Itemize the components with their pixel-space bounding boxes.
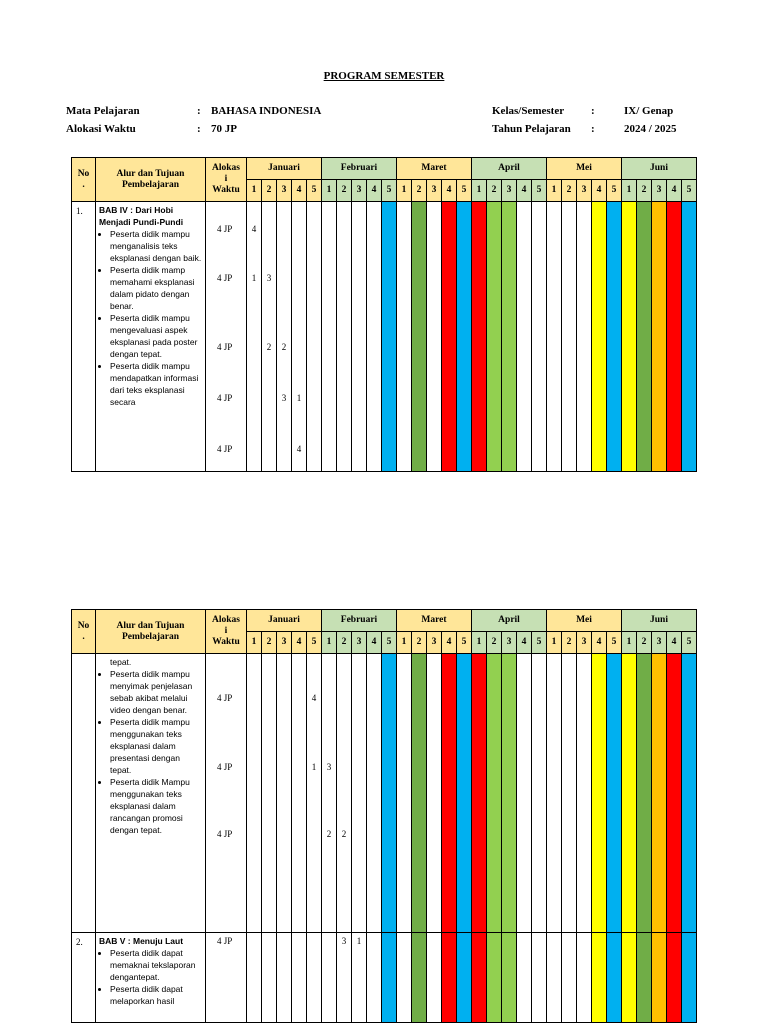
week-cell [322, 654, 337, 933]
week-header: 4 [442, 180, 457, 202]
alokasi-waktu-label: Alokasi Waktu [66, 123, 136, 135]
allocation-cell [206, 933, 247, 1023]
allocation-value: 4 JP [217, 342, 233, 352]
mata-pelajaran-value: BAHASA INDONESIA [211, 105, 322, 117]
program-semester-table-2 [71, 609, 697, 1023]
week-cell [457, 202, 472, 472]
week-header: 2 [412, 632, 427, 654]
week-header: 1 [247, 632, 262, 654]
week-header: 4 [292, 180, 307, 202]
week-cell [532, 202, 547, 472]
header-month-februari: Februari [322, 158, 397, 180]
week-header: 4 [367, 180, 382, 202]
week-header: 5 [457, 180, 472, 202]
learning-objectives-cell [96, 654, 206, 933]
week-cell [562, 933, 577, 1023]
week-value: 2 [341, 829, 347, 839]
week-cell [427, 654, 442, 933]
week-header: 2 [487, 180, 502, 202]
week-cell [577, 654, 592, 933]
objective-item: • Peserta didik mampu menganalisis teks eksplanasi dengan baik. [110, 228, 203, 264]
week-cell [442, 654, 457, 933]
week-cell [247, 933, 262, 1023]
week-header: 3 [577, 632, 592, 654]
week-cell [322, 933, 337, 1023]
week-value: 2 [326, 829, 332, 839]
week-cell [667, 202, 682, 472]
week-cell [337, 202, 352, 472]
week-value: 1 [251, 273, 257, 283]
objective-item: • Peserta didik mampu menyimak penjelasan sebab akibat melalui video dengan benar. [110, 668, 203, 716]
week-header: 1 [322, 180, 337, 202]
week-cell [337, 654, 352, 933]
week-header: 5 [607, 180, 622, 202]
week-header: 5 [457, 632, 472, 654]
week-header: 5 [307, 180, 322, 202]
week-cell [247, 654, 262, 933]
week-cell [367, 202, 382, 472]
week-header: 4 [367, 632, 382, 654]
week-header: 4 [667, 180, 682, 202]
week-header: 3 [502, 180, 517, 202]
week-header: 1 [547, 180, 562, 202]
week-cell [262, 933, 277, 1023]
header-no: No . [72, 158, 96, 202]
week-value: 3 [326, 762, 332, 772]
objective-item: • Peserta didik dapat memaknai tekslaporan dengantepat. [110, 947, 203, 983]
allocation-cell [206, 202, 247, 472]
week-cell [487, 654, 502, 933]
allocation-value: 4 JP [217, 762, 233, 772]
week-cell [442, 202, 457, 472]
alokasi-waktu-value: 70 JP [211, 123, 237, 135]
week-header: 1 [472, 180, 487, 202]
week-cell [247, 202, 262, 472]
kelas-semester-value: IX/ Genap [624, 105, 674, 117]
week-header: 2 [562, 180, 577, 202]
week-value: 3 [281, 393, 287, 403]
header-month-maret: Maret [397, 158, 472, 180]
week-cell [472, 933, 487, 1023]
week-cell [412, 933, 427, 1023]
week-cell [457, 654, 472, 933]
week-cell [682, 933, 697, 1023]
week-cell [307, 933, 322, 1023]
colon: : [591, 105, 595, 117]
table-row [72, 202, 697, 472]
week-cell [682, 202, 697, 472]
week-cell [517, 933, 532, 1023]
week-cell [442, 933, 457, 1023]
week-value: 4 [311, 693, 317, 703]
allocation-value: 4 JP [217, 444, 233, 454]
week-cell [622, 933, 637, 1023]
week-cell [427, 202, 442, 472]
week-cell [622, 202, 637, 472]
week-header: 2 [262, 632, 277, 654]
tahun-pelajaran-label: Tahun Pelajaran [492, 123, 571, 135]
week-header: 2 [412, 180, 427, 202]
header-alur: Alur dan Tujuan Pembelajaran [96, 158, 206, 202]
week-header: 4 [667, 632, 682, 654]
week-cell [622, 654, 637, 933]
week-header: 4 [442, 632, 457, 654]
week-cell [457, 933, 472, 1023]
week-cell [292, 933, 307, 1023]
week-header: 2 [637, 632, 652, 654]
allocation-cell [206, 654, 247, 933]
week-cell [352, 202, 367, 472]
week-cell [352, 933, 367, 1023]
header-month-april: April [472, 158, 547, 180]
allocation-value: 4 JP [217, 224, 233, 234]
week-cell [367, 933, 382, 1023]
week-cell [382, 202, 397, 472]
week-value: 4 [251, 224, 257, 234]
week-value: 3 [266, 273, 272, 283]
colon: : [591, 123, 595, 135]
week-cell [682, 654, 697, 933]
learning-objectives-cell [96, 202, 206, 472]
header-alur: Alur dan Tujuan Pembelajaran [96, 610, 206, 654]
week-header: 5 [682, 180, 697, 202]
tahun-pelajaran-value: 2024 / 2025 [624, 123, 677, 135]
week-header: 2 [337, 632, 352, 654]
allocation-value: 4 JP [217, 273, 233, 283]
week-header: 4 [517, 632, 532, 654]
week-cell [652, 933, 667, 1023]
week-cell [412, 202, 427, 472]
week-cell [547, 654, 562, 933]
week-value: 4 [296, 444, 302, 454]
objective-item: • Peserta didik mampu menggunakan teks eksplanasi dalam presentasi dengan tepat. [110, 716, 203, 776]
week-cell [397, 654, 412, 933]
page-title: PROGRAM SEMESTER [323, 70, 445, 82]
week-cell [607, 933, 622, 1023]
week-cell [562, 654, 577, 933]
header-month-mei: Mei [547, 610, 622, 632]
week-header: 3 [277, 632, 292, 654]
week-header: 1 [322, 632, 337, 654]
kelas-semester-label: Kelas/Semester [492, 105, 565, 117]
header-alokasi: Alokas i Waktu [206, 610, 247, 654]
header-month-april: April [472, 610, 547, 632]
week-header: 1 [622, 632, 637, 654]
week-cell [577, 202, 592, 472]
week-cell [592, 654, 607, 933]
week-cell [412, 654, 427, 933]
week-cell [517, 654, 532, 933]
program-semester-table-1 [71, 157, 697, 472]
week-cell [307, 654, 322, 933]
week-cell [547, 202, 562, 472]
header-no: No . [72, 610, 96, 654]
week-cell [652, 202, 667, 472]
week-value: 2 [281, 342, 287, 352]
week-cell [397, 933, 412, 1023]
week-header: 3 [352, 632, 367, 654]
week-cell [277, 654, 292, 933]
week-cell [352, 654, 367, 933]
header-month-februari: Februari [322, 610, 397, 632]
row-number: 1. [72, 202, 96, 472]
week-cell [277, 202, 292, 472]
week-cell [502, 202, 517, 472]
week-cell [577, 933, 592, 1023]
header-month-mei: Mei [547, 158, 622, 180]
bab-title: BAB IV : Dari Hobi Menjadi Pundi-Pundi [99, 205, 184, 227]
week-cell [337, 933, 352, 1023]
week-value: 3 [341, 936, 347, 946]
header-month-januari: Januari [247, 610, 322, 632]
allocation-value: 4 JP [217, 936, 233, 946]
week-header: 2 [337, 180, 352, 202]
week-cell [637, 654, 652, 933]
week-header: 1 [247, 180, 262, 202]
objective-item: • Peserta didik mampu mendapatkan informasi dari teks eksplanasi secara [110, 360, 203, 408]
week-header: 5 [382, 632, 397, 654]
objective-item: • Peserta didik mamp memahami eksplanasi dalam pidato dengan benar. [110, 264, 203, 312]
week-value: 1 [296, 393, 302, 403]
week-cell [472, 654, 487, 933]
week-cell [262, 202, 277, 472]
week-cell [517, 202, 532, 472]
header-month-maret: Maret [397, 610, 472, 632]
week-cell [607, 202, 622, 472]
week-cell [487, 933, 502, 1023]
week-cell [487, 202, 502, 472]
header-alokasi: Alokas i Waktu [206, 158, 247, 202]
week-cell [427, 933, 442, 1023]
week-header: 4 [517, 180, 532, 202]
week-header: 1 [397, 180, 412, 202]
week-cell [382, 654, 397, 933]
row-number [72, 654, 96, 933]
week-header: 1 [547, 632, 562, 654]
week-cell [532, 654, 547, 933]
week-header: 3 [652, 632, 667, 654]
learning-objectives-cell [96, 933, 206, 1023]
week-cell [472, 202, 487, 472]
continuation-text: tepat. [110, 657, 132, 667]
table-row [72, 933, 697, 1023]
week-cell [562, 202, 577, 472]
week-cell [637, 933, 652, 1023]
week-header: 3 [577, 180, 592, 202]
table-row [72, 654, 697, 933]
week-header: 5 [382, 180, 397, 202]
week-header: 3 [652, 180, 667, 202]
week-header: 1 [397, 632, 412, 654]
week-header: 4 [292, 632, 307, 654]
week-cell [292, 654, 307, 933]
week-cell [367, 654, 382, 933]
week-cell [502, 654, 517, 933]
header-month-januari: Januari [247, 158, 322, 180]
week-cell [307, 202, 322, 472]
week-cell [262, 654, 277, 933]
allocation-value: 4 JP [217, 693, 233, 703]
week-cell [292, 202, 307, 472]
week-value: 1 [311, 762, 317, 772]
objective-item: • Peserta didik dapat melaporkan hasil [110, 983, 203, 1007]
week-header: 2 [487, 632, 502, 654]
week-cell [397, 202, 412, 472]
allocation-value: 4 JP [217, 393, 233, 403]
week-header: 2 [562, 632, 577, 654]
bab-title: BAB V : Menuju Laut [99, 936, 184, 946]
week-header: 3 [502, 632, 517, 654]
header-month-juni: Juni [622, 158, 697, 180]
colon: : [197, 105, 201, 117]
week-cell [277, 933, 292, 1023]
week-header: 3 [427, 632, 442, 654]
week-cell [667, 654, 682, 933]
week-header: 3 [427, 180, 442, 202]
week-header: 5 [307, 632, 322, 654]
week-header: 2 [262, 180, 277, 202]
week-header: 4 [592, 632, 607, 654]
week-cell [382, 933, 397, 1023]
objective-item: • Peserta didik Mampu menggunakan teks eksplanasi dalam rancangan promosi dengan tepat. [110, 776, 203, 836]
week-header: 5 [532, 632, 547, 654]
week-header: 5 [607, 632, 622, 654]
week-header: 3 [277, 180, 292, 202]
week-header: 1 [622, 180, 637, 202]
week-value: 1 [356, 936, 362, 946]
row-number: 2. [72, 933, 96, 1023]
week-cell [592, 933, 607, 1023]
header-month-juni: Juni [622, 610, 697, 632]
week-cell [652, 654, 667, 933]
week-header: 1 [472, 632, 487, 654]
week-cell [322, 202, 337, 472]
week-header: 3 [352, 180, 367, 202]
week-value: 2 [266, 342, 272, 352]
week-header: 2 [637, 180, 652, 202]
week-cell [637, 202, 652, 472]
week-header: 5 [682, 632, 697, 654]
week-header: 4 [592, 180, 607, 202]
allocation-value: 4 JP [217, 829, 233, 839]
week-cell [607, 654, 622, 933]
week-cell [532, 933, 547, 1023]
week-cell [547, 933, 562, 1023]
week-cell [502, 933, 517, 1023]
week-cell [667, 933, 682, 1023]
mata-pelajaran-label: Mata Pelajaran [66, 105, 140, 117]
colon: : [197, 123, 201, 135]
week-header: 5 [532, 180, 547, 202]
objective-item: • Peserta didik mampu mengevaluasi aspek eksplanasi pada poster dengan tepat. [110, 312, 203, 360]
week-cell [592, 202, 607, 472]
